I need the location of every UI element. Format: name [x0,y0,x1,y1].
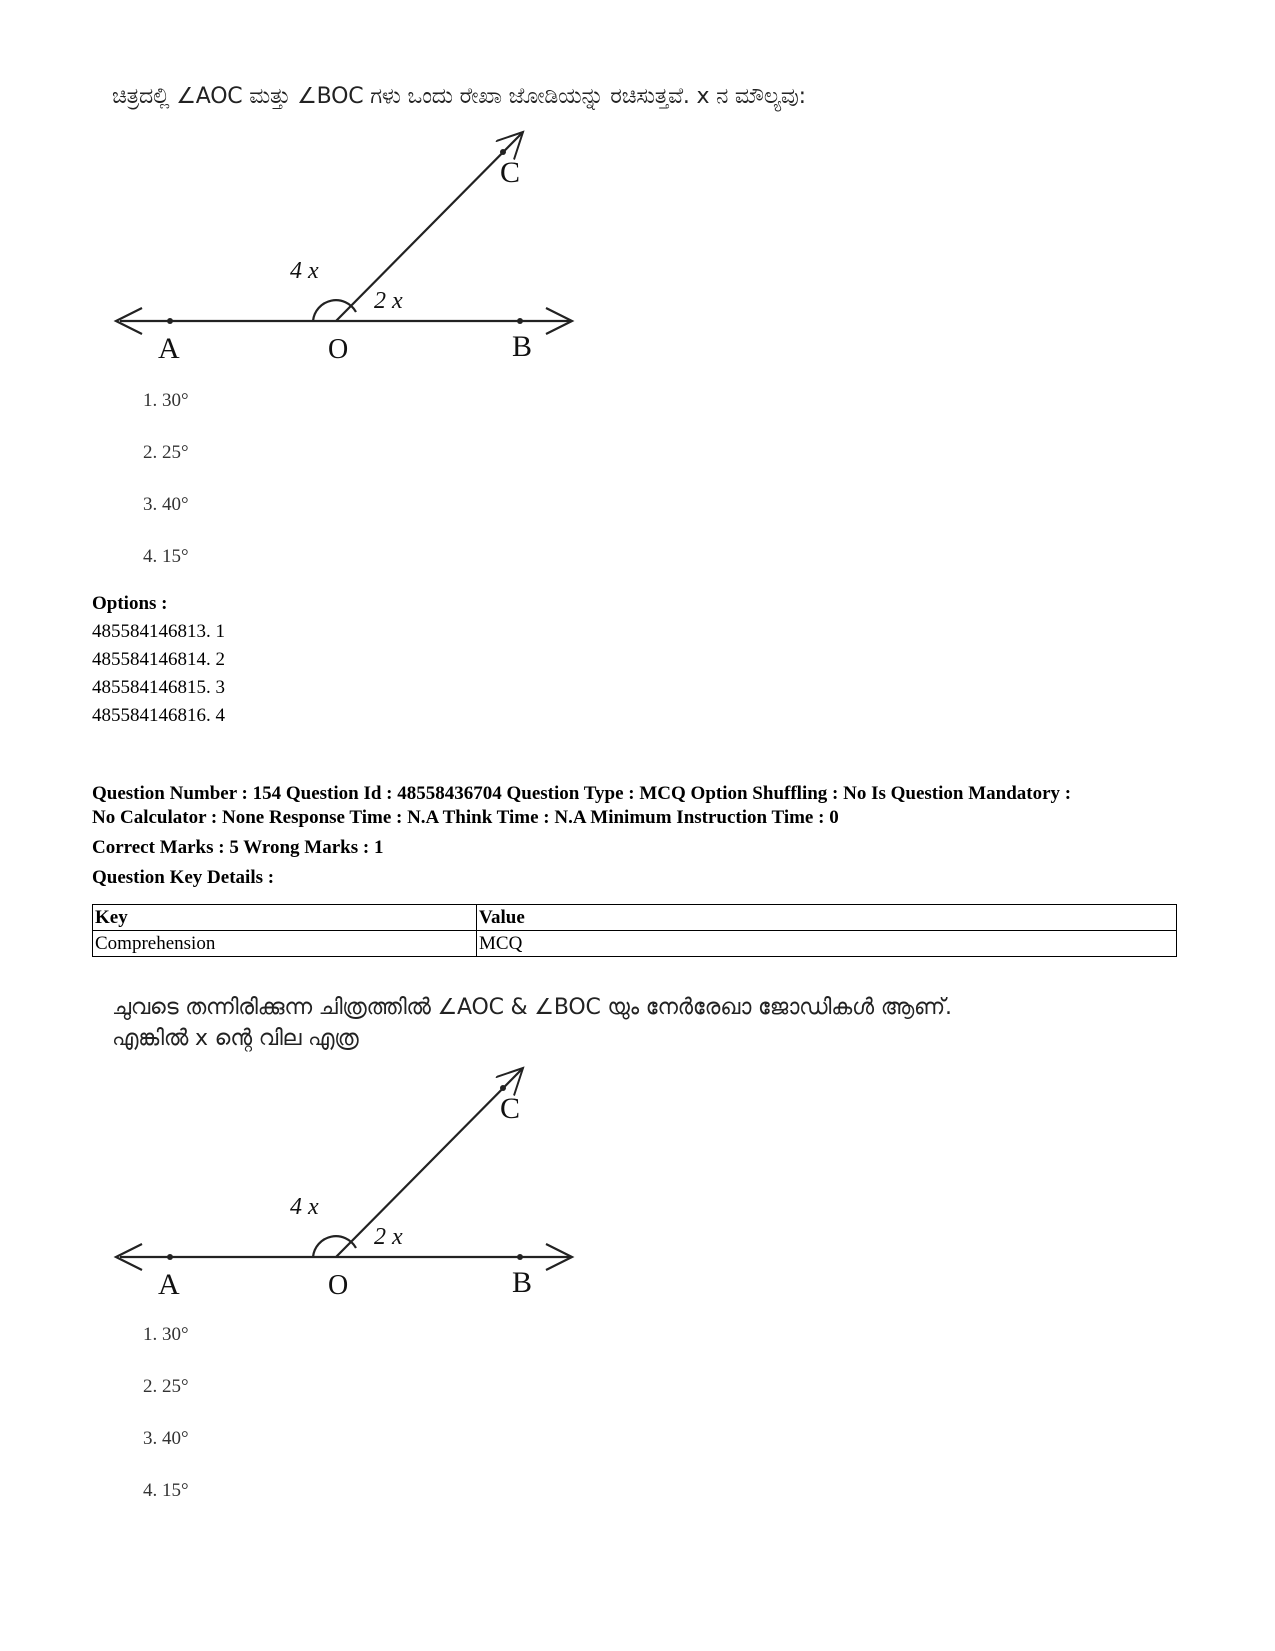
label-b: B [512,330,533,363]
ray-oc [336,132,523,321]
label-c: C [500,156,521,189]
label-o: O [328,334,349,365]
point-c [500,1085,506,1091]
angle-boc-label: 2 x [374,1224,403,1250]
label-o: O [328,1270,349,1301]
label-b: B [512,1266,533,1299]
choice-3: 3. 40° [143,494,189,515]
key-details-heading: Question Key Details : [92,867,275,888]
choice-2: 2. 25° [143,1376,189,1397]
option-item: 485584146814. 2 [92,649,225,670]
point-b [517,318,523,324]
choice-4: 4. 15° [143,1480,189,1501]
choice-4: 4. 15° [143,546,189,567]
angle-arc [313,1236,356,1257]
label-a: A [158,332,180,365]
options-heading: Options : [92,593,168,614]
option-item: 485584146815. 3 [92,677,225,698]
key-details-table [92,904,1177,957]
point-b [517,1254,523,1260]
point-a [167,318,173,324]
angle-boc-label: 2 x [374,288,403,314]
table-header: Value [477,905,1177,931]
ray-oc [336,1068,523,1257]
choice-1: 1. 30° [143,390,189,411]
angle-figure [110,122,610,382]
angle-arc [313,300,356,321]
question-text-malayalam-line2: എങ്കിൽ x ന്റെ വില എത്ര [112,1026,359,1051]
table-header-row [93,905,1177,931]
point-c [500,149,506,155]
table-row [93,931,1177,957]
label-c: C [500,1092,521,1125]
table-cell: Comprehension [93,931,477,957]
choice-3: 3. 40° [143,1428,189,1449]
label-a: A [158,1268,180,1301]
choice-1: 1. 30° [143,1324,189,1345]
angle-aoc-label: 4 x [290,1194,319,1220]
choice-2: 2. 25° [143,442,189,463]
question-meta-line2: No Calculator : None Response Time : N.A Think Time : N.A Minimum Instruction Time : 0 [92,807,839,828]
marks-line: Correct Marks : 5 Wrong Marks : 1 [92,837,384,858]
question-text-malayalam-line1: ചുവടെ തന്നിരിക്കുന്ന ചിത്രത്തിൽ ∠AOC & ∠BOC യും നേർരേഖാ ജോഡികൾ ആണ്. [112,995,952,1020]
angle-aoc-label: 4 x [290,258,319,284]
option-item: 485584146816. 4 [92,705,225,726]
table-header: Key [93,905,477,931]
point-a [167,1254,173,1260]
angle-figure [110,1058,610,1318]
table-cell: MCQ [477,931,1177,957]
question-text-kannada: ಚಿತ್ರದಲ್ಲಿ ∠AOC ಮತ್ತು ∠BOC ಗಳು ಒಂದು ರೇಖಾ ಜೋಡಿಯನ್ನು ರಚಿಸುತ್ತವೆ. x ನ ಮೌಲ್ಯವು: [112,84,806,109]
question-meta-line1: Question Number : 154 Question Id : 48558436704 Question Type : MCQ Option Shuffling : No Is Question Mandatory : [92,783,1072,804]
option-item: 485584146813. 1 [92,621,225,642]
